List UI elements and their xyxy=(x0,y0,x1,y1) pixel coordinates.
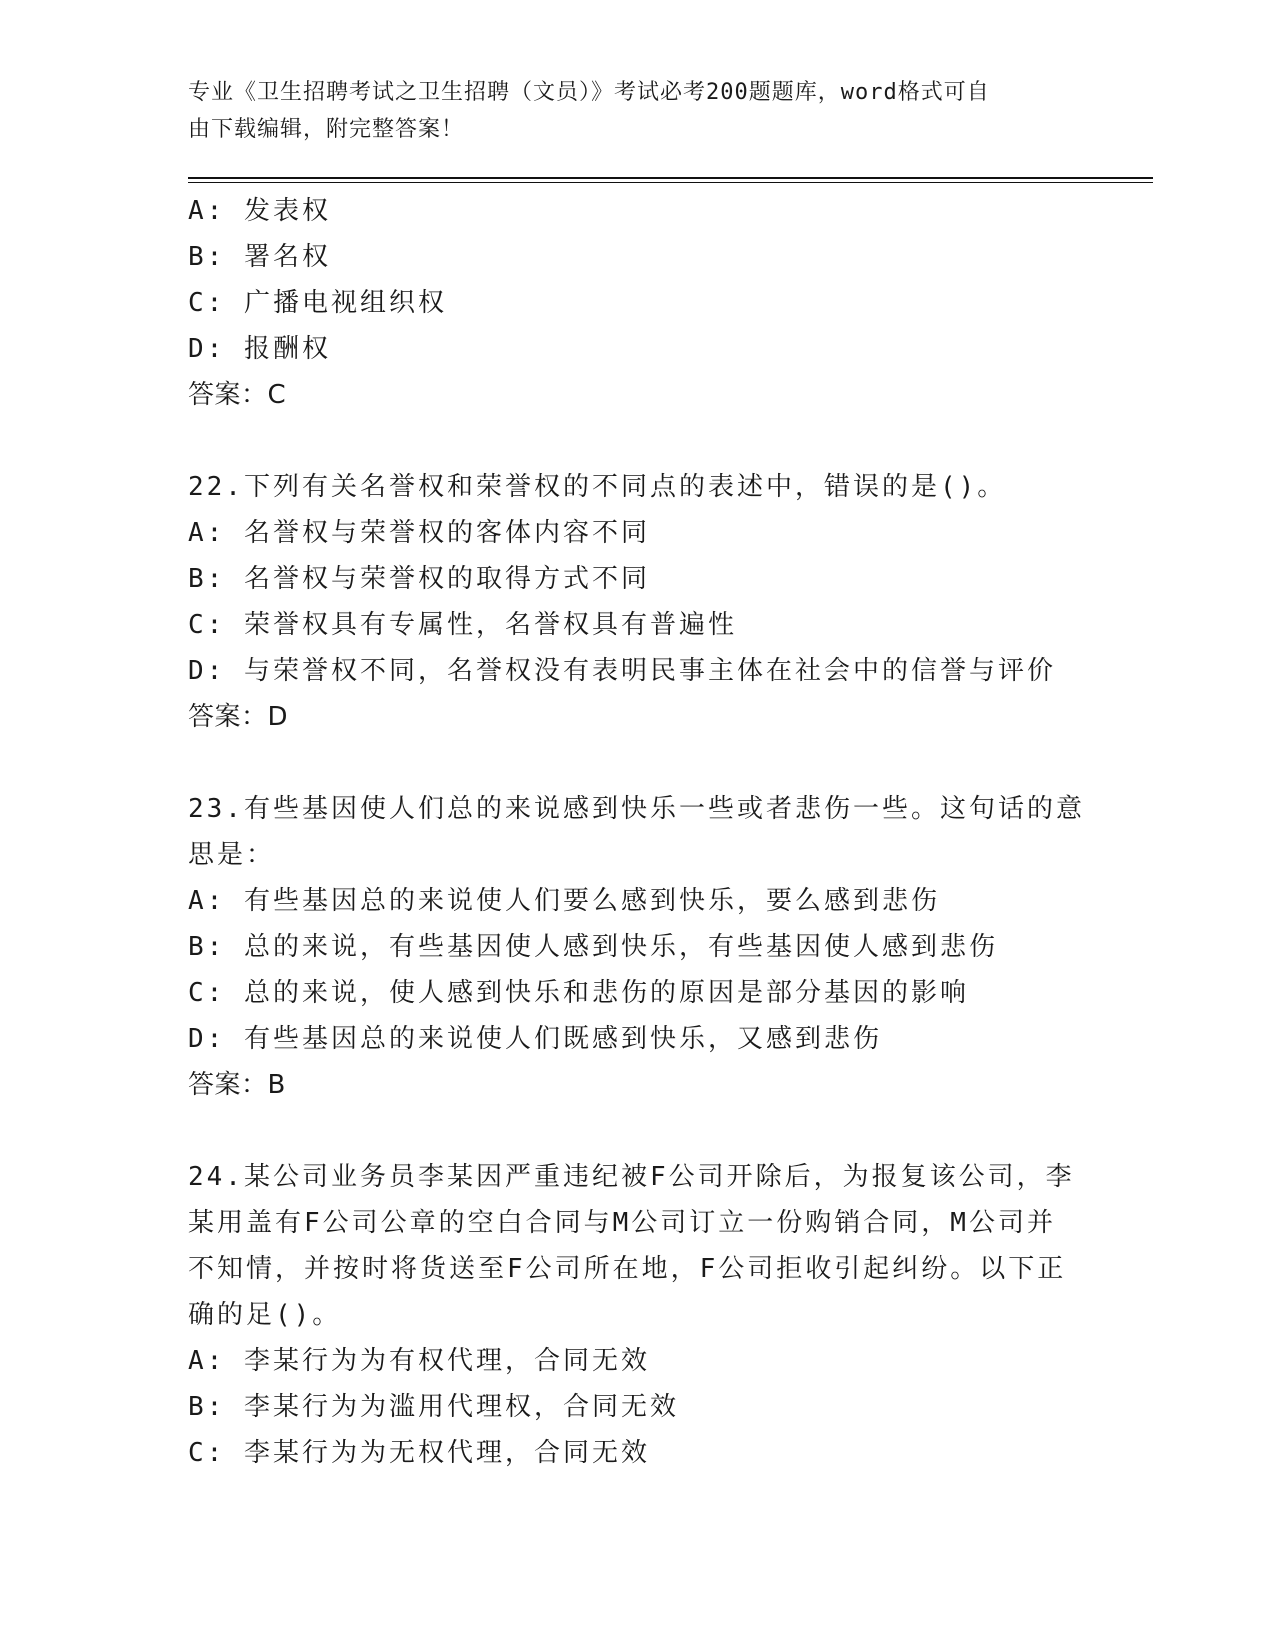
header-line-1: 专业《卫生招聘考试之卫生招聘（文员）》考试必考200题题库，word格式可自 xyxy=(188,80,990,105)
question-stem-cont: 思是： xyxy=(188,840,276,870)
question-21 xyxy=(188,188,1088,418)
answer: 答案：C xyxy=(188,380,287,410)
question-stem: 23.有些基因使人们总的来说感到快乐一些或者悲伤一些。这句话的意 xyxy=(188,794,1085,824)
question-24 xyxy=(188,1154,1088,1476)
option-b: B: 总的来说，有些基因使人感到快乐，有些基因使人感到悲伤 xyxy=(188,932,998,962)
option-a: A: 李某行为为有权代理，合同无效 xyxy=(188,1346,650,1376)
option-b: B: 名誉权与荣誉权的取得方式不同 xyxy=(188,564,650,594)
option-c: C: 荣誉权具有专属性，名誉权具有普遍性 xyxy=(188,610,737,640)
question-list xyxy=(188,188,1088,1476)
option-b: B: 李某行为为滥用代理权，合同无效 xyxy=(188,1392,679,1422)
option-d: D: 与荣誉权不同，名誉权没有表明民事主体在社会中的信誉与评价 xyxy=(188,656,1056,686)
answer: 答案：B xyxy=(188,1070,286,1100)
question-stem-cont: 确的足()。 xyxy=(188,1300,342,1330)
option-d: D: 有些基因总的来说使人们既感到快乐，又感到悲伤 xyxy=(188,1024,882,1054)
question-stem: 22.下列有关名誉权和荣誉权的不同点的表述中，错误的是()。 xyxy=(188,472,1007,502)
option-b: B: 署名权 xyxy=(188,242,331,272)
answer: 答案：D xyxy=(188,702,289,732)
spacer xyxy=(188,740,1088,786)
question-stem-cont: 某用盖有F公司公章的空白合同与M公司订立一份购销合同，M公司并 xyxy=(188,1208,1056,1238)
option-c: C: 李某行为为无权代理，合同无效 xyxy=(188,1438,650,1468)
option-c: C: 总的来说，使人感到快乐和悲伤的原因是部分基因的影响 xyxy=(188,978,969,1008)
header-divider xyxy=(188,177,1153,179)
option-d: D: 报酬权 xyxy=(188,334,331,364)
question-23 xyxy=(188,786,1088,1108)
option-c: C: 广播电视组织权 xyxy=(188,288,447,318)
header-line-2: 由下载编辑，附完整答案！ xyxy=(188,117,465,142)
spacer xyxy=(188,1108,1088,1154)
question-stem-cont: 不知情，并按时将货送至F公司所在地，F公司拒收引起纠纷。以下正 xyxy=(188,1254,1067,1284)
question-22 xyxy=(188,464,1088,740)
document-header xyxy=(188,74,1088,148)
option-a: A: 发表权 xyxy=(188,196,331,226)
option-a: A: 有些基因总的来说使人们要么感到快乐，要么感到悲伤 xyxy=(188,886,940,916)
spacer xyxy=(188,418,1088,464)
question-stem: 24.某公司业务员李某因严重违纪被F公司开除后，为报复该公司，李 xyxy=(188,1162,1075,1192)
option-a: A: 名誉权与荣誉权的客体内容不同 xyxy=(188,518,650,548)
header-divider-thin xyxy=(188,182,1153,183)
